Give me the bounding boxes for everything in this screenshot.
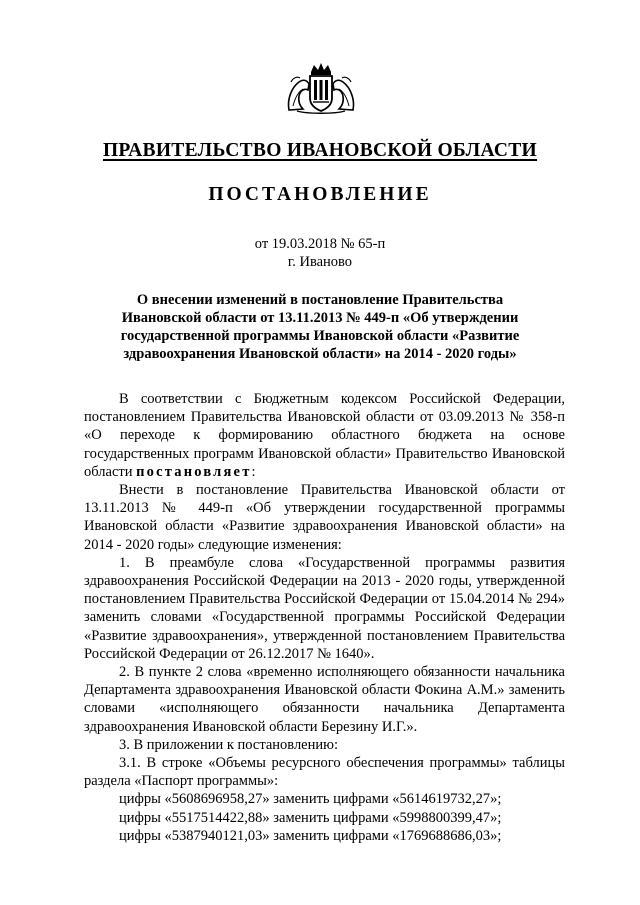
subject-line: О внесении изменений в постановление Правительства bbox=[136, 292, 504, 308]
list-item: цифры «5608696958,27» заменить цифрами «5614619732,27»; bbox=[119, 791, 502, 808]
preamble-text: В соответствии с Бюджетным кодексом Российской Федерации, постановлением Правительства Ивановской области от 03.09.2013 № 358-п «О переходе к формированию областного бюджета на основе государственных программ Ивановской области» Правительство Ивановской области bbox=[84, 391, 565, 480]
subject-line: государственной программы Ивановской области «Развитие bbox=[120, 328, 520, 344]
paragraph-item-3-1: 3.1. В строке «Объемы ресурсного обеспечения программы» таблицы раздела «Паспорт программы»: bbox=[84, 755, 565, 790]
document-body bbox=[84, 390, 565, 845]
paragraph-item-1: 1. В преамбуле слова «Государственной программы развития здравоохранения Российской Федерации на 2013 - 2020 годы, утвержденной постановлением Правительства Российской Федерации от 15.04.2014 № 294» заменить словами «Государственной программы Российской Федерации «Развитие здравоохранения», утвержденной постановлением Правительства Российской Федерации от 26.12.2017 № 1640». bbox=[84, 554, 565, 662]
subject-line: Ивановской области от 13.11.2013 № 449-п «Об утверждении bbox=[121, 310, 519, 326]
list-item: цифры «5517514422,88» заменить цифрами «5998800399,47»; bbox=[119, 809, 502, 826]
organization-title: ПРАВИТЕЛЬСТВО ИВАНОВСКОЙ ОБЛАСТИ bbox=[102, 140, 538, 161]
document-city: г. Иваново bbox=[287, 254, 353, 270]
subject-line: здравоохранения Ивановской области» на 2014 - 2020 годы» bbox=[123, 346, 517, 362]
paragraph-item-3: 3. В приложении к постановлению: bbox=[119, 736, 339, 753]
preamble-end: : bbox=[251, 463, 256, 480]
paragraph-amend-intro: Внести в постановление Правительства Ивановской области от 13.11.2013 № 449-п «Об утверждении государственной программы Ивановской области «Развитие здравоохранения Ивановской области» на 2014 - 2020 годы» следующие изменения: bbox=[84, 482, 565, 553]
document-type-heading: ПОСТАНОВЛЕНИЕ bbox=[208, 184, 432, 205]
list-item: цифры «5387940121,03» заменить цифрами «1769688686,03»; bbox=[119, 827, 502, 844]
paragraph-item-2: 2. В пункте 2 слова «временно исполняющего обязанности начальника Департамента здравоохранения Ивановской области Фокина А.М.» заменить словами «исполняющего обязанности начальника Департамента здравоохранения Ивановской области Березину И.Г.». bbox=[84, 664, 565, 735]
decree-word: постановляет bbox=[136, 463, 252, 480]
document-date-number: от 19.03.2018 № 65-п bbox=[254, 236, 386, 252]
paragraph-preamble bbox=[84, 390, 565, 481]
document-subject bbox=[100, 291, 540, 363]
coat-of-arms-emblem bbox=[285, 62, 357, 114]
